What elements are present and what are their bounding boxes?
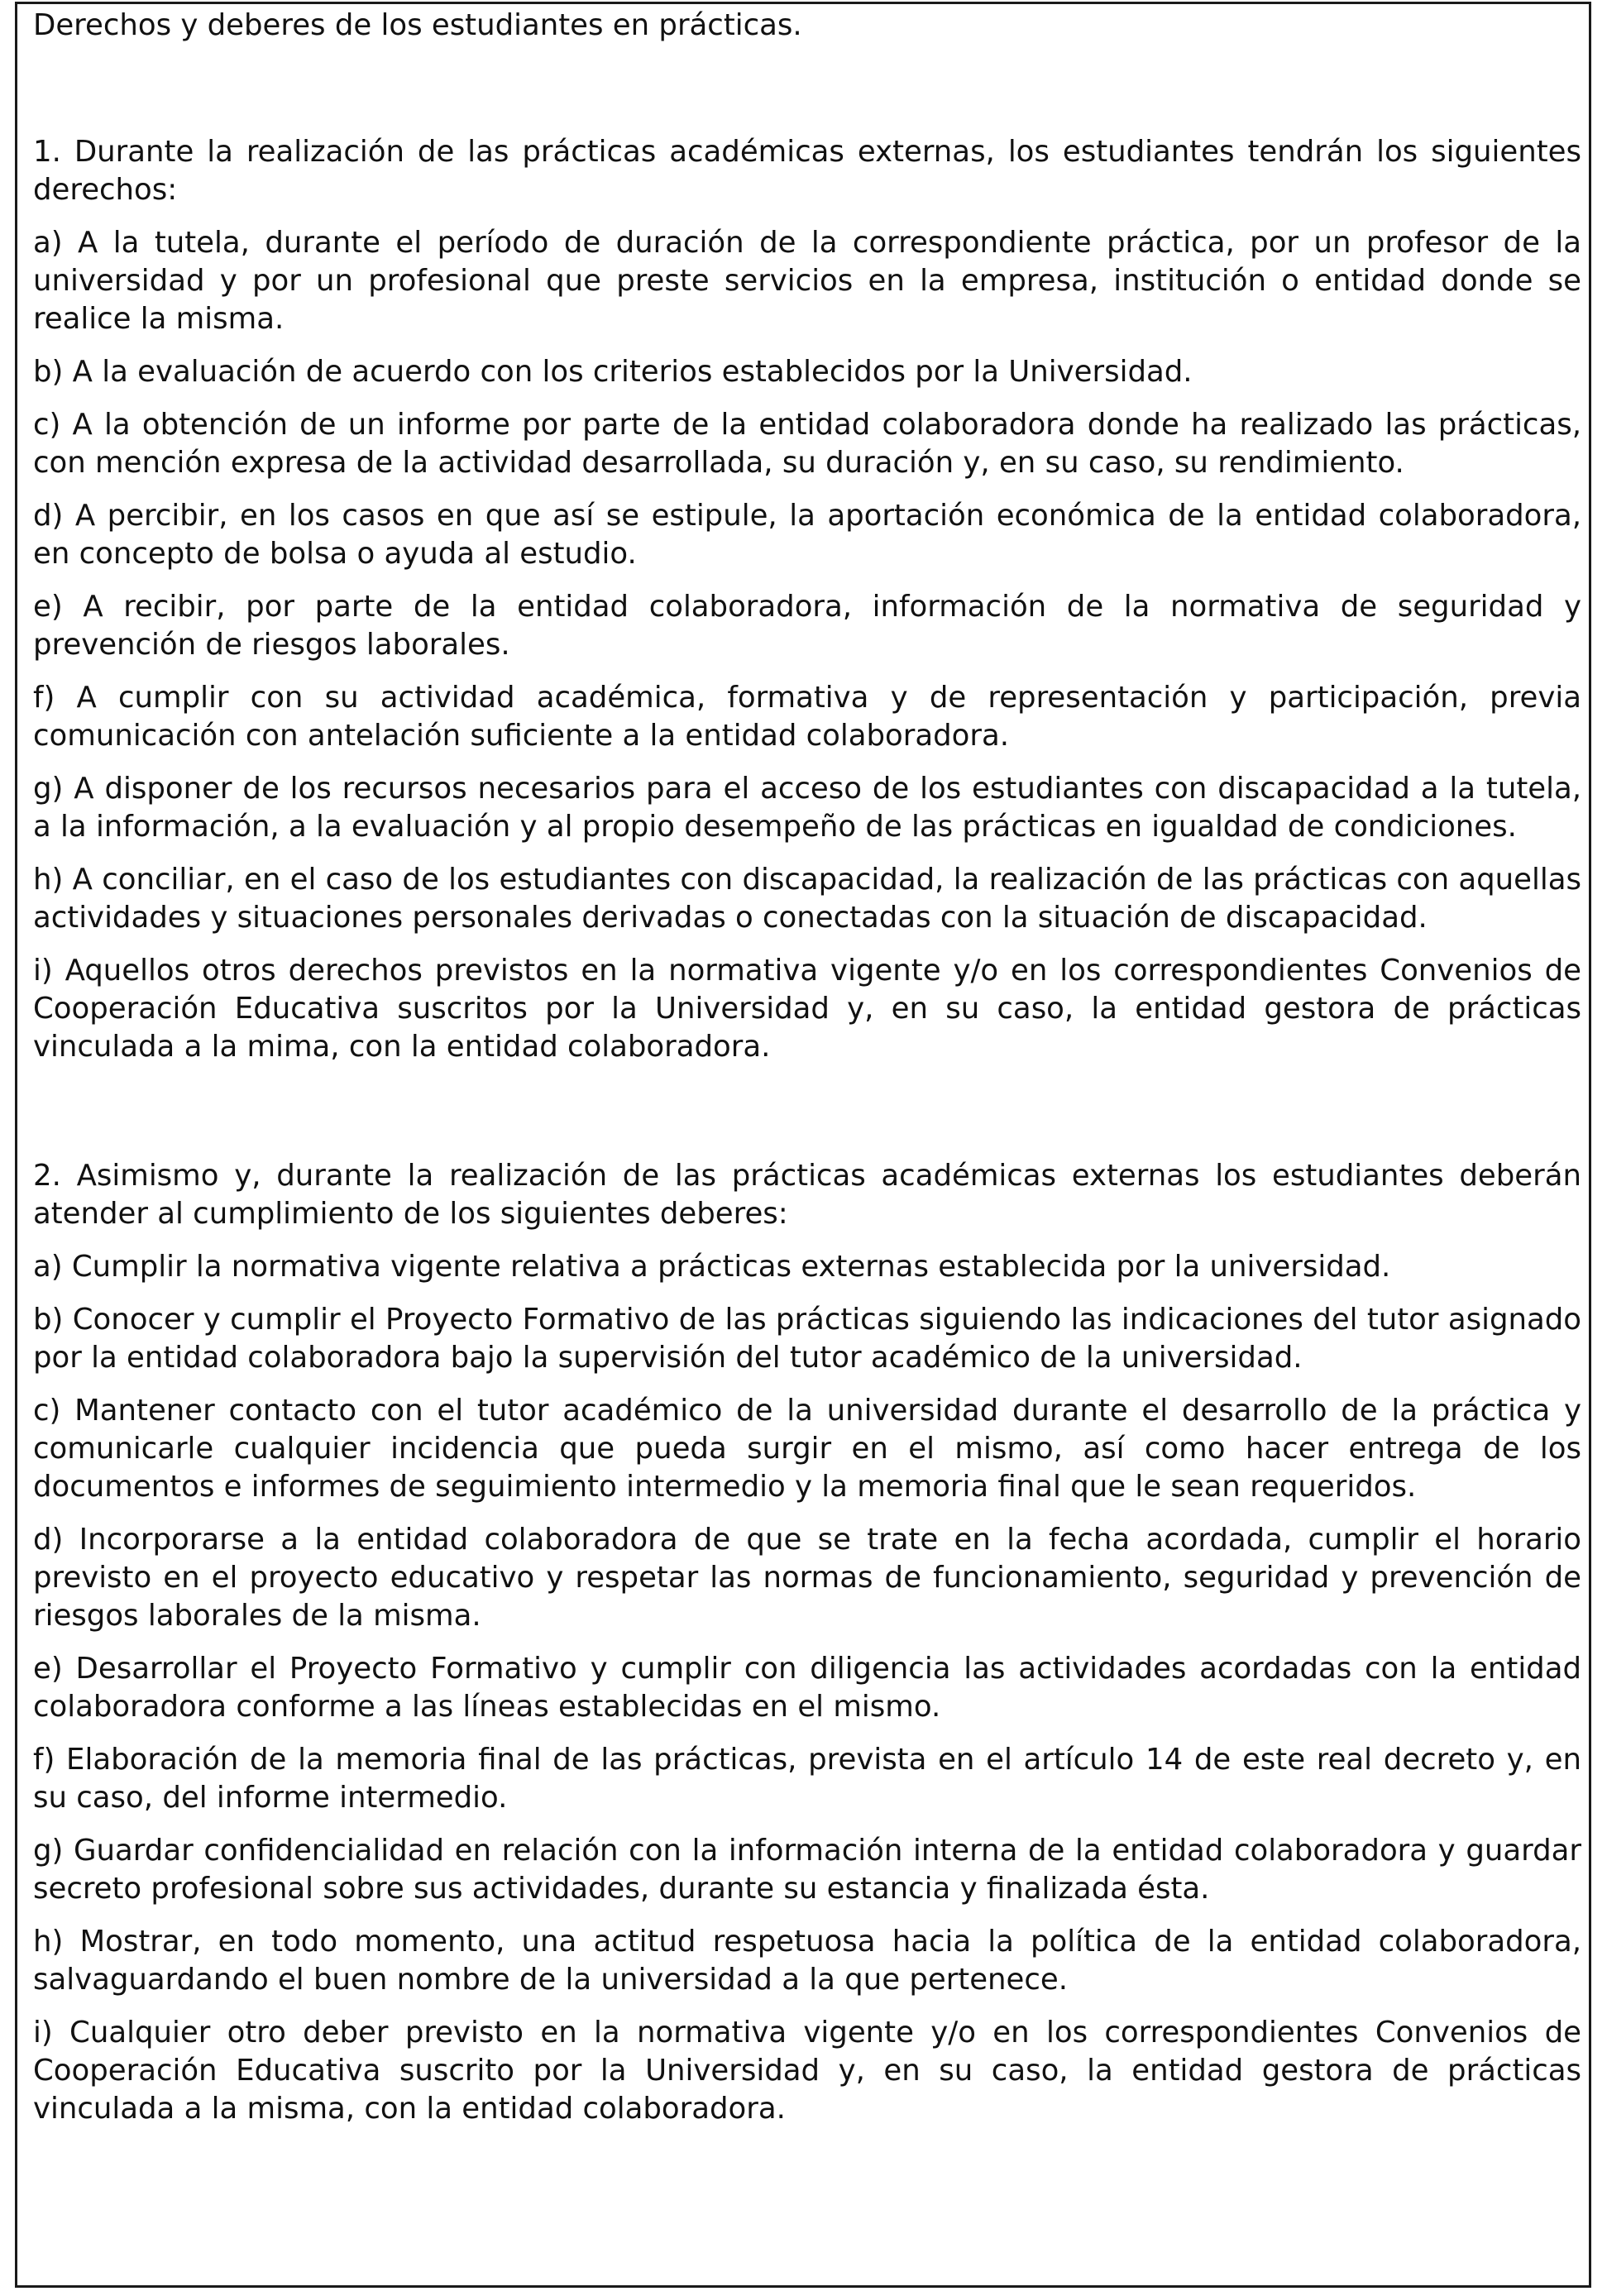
duties-item-d: d) Incorporarse a la entidad colaboradora de que se trate en la fecha acordada, cumplir el horario previsto en el proyecto educativo y respetar las normas de funcionamiento, seguridad y prevención de riesgos laborales de la misma. <box>33 1523 1581 1633</box>
duties-intro: 2. Asimismo y, durante la realización de las prácticas académicas externas los estudiantes deberán atender al cumplimiento de los siguientes deberes: <box>33 1159 1581 1231</box>
rights-item-h: h) A conciliar, en el caso de los estudiantes con discapacidad, la realización de las prácticas con aquellas actividades y situaciones personales derivadas o conectadas con la situación de discapacidad. <box>33 863 1581 935</box>
duties-item-g: g) Guardar confidencialidad en relación con la información interna de la entidad colaboradora y guardar secreto profesional sobre sus actividades, durante su estancia y finalizada ésta. <box>33 1834 1581 1906</box>
document-heading: Derechos y deberes de los estudiantes en prácticas. <box>33 8 802 42</box>
duties-item-a: a) Cumplir la normativa vigente relativa a prácticas externas establecida por la universidad. <box>33 1250 1391 1284</box>
rights-intro: 1. Durante la realización de las prácticas académicas externas, los estudiantes tendrán los siguientes derechos: <box>33 135 1581 207</box>
rights-item-b: b) A la evaluación de acuerdo con los criterios establecidos por la Universidad. <box>33 355 1193 389</box>
document-body <box>33 7 1581 2143</box>
rights-section <box>33 133 1581 1066</box>
duties-item-i: i) Cualquier otro deber previsto en la normativa vigente y/o en los correspondientes Convenios de Cooperación Educativa suscrito por la Universidad y, en su caso, la entidad gestora de prácticas vinculada a la misma, con la entidad colaboradora. <box>33 2016 1581 2126</box>
duties-section <box>33 1157 1581 2128</box>
duties-item-e: e) Desarrollar el Proyecto Formativo y cumplir con diligencia las actividades acordadas con la entidad colaboradora conforme a las líneas establecidas en el mismo. <box>33 1652 1581 1724</box>
duties-item-h: h) Mostrar, en todo momento, una actitud respetuosa hacia la política de la entidad colaboradora, salvaguardando el buen nombre de la universidad a la que pertenece. <box>33 1925 1581 1997</box>
rights-item-f: f) A cumplir con su actividad académica, formativa y de representación y participación, previa comunicación con antelación suficiente a la entidad colaboradora. <box>33 681 1581 753</box>
rights-item-c: c) A la obtención de un informe por parte de la entidad colaboradora donde ha realizado las prácticas, con mención expresa de la actividad desarrollada, su duración y, en su caso, su rendimiento. <box>33 408 1581 480</box>
rights-item-g: g) A disponer de los recursos necesarios para el acceso de los estudiantes con discapacidad a la tutela, a la información, a la evaluación y al propio desempeño de las prácticas en igualdad de condiciones. <box>33 772 1581 844</box>
duties-item-f: f) Elaboración de la memoria final de las prácticas, prevista en el artículo 14 de este real decreto y, en su caso, del informe intermedio. <box>33 1743 1581 1815</box>
duties-item-b: b) Conocer y cumplir el Proyecto Formativo de las prácticas siguiendo las indicaciones del tutor asignado por la entidad colaboradora bajo la supervisión del tutor académico de la universidad. <box>33 1303 1581 1375</box>
duties-item-c: c) Mantener contacto con el tutor académico de la universidad durante el desarrollo de la práctica y comunicarle cualquier incidencia que pueda surgir en el mismo, así como hacer entrega de los documentos e informes de seguimiento intermedio y la memoria final que le sean requeridos. <box>33 1394 1581 1504</box>
rights-item-e: e) A recibir, por parte de la entidad colaboradora, información de la normativa de seguridad y prevención de riesgos laborales. <box>33 590 1581 662</box>
rights-item-i: i) Aquellos otros derechos previstos en la normativa vigente y/o en los correspondientes Convenios de Cooperación Educativa suscritos por la Universidad y, en su caso, la entidad gestora de prácticas vinculada a la mima, con la entidad colaboradora. <box>33 954 1581 1064</box>
rights-item-d: d) A percibir, en los casos en que así se estipule, la aportación económica de la entidad colaboradora, en concepto de bolsa o ayuda al estudio. <box>33 499 1581 571</box>
rights-item-a: a) A la tutela, durante el período de duración de la correspondiente práctica, por un profesor de la universidad y por un profesional que preste servicios en la empresa, institución o entidad donde se realice la misma. <box>33 226 1581 336</box>
